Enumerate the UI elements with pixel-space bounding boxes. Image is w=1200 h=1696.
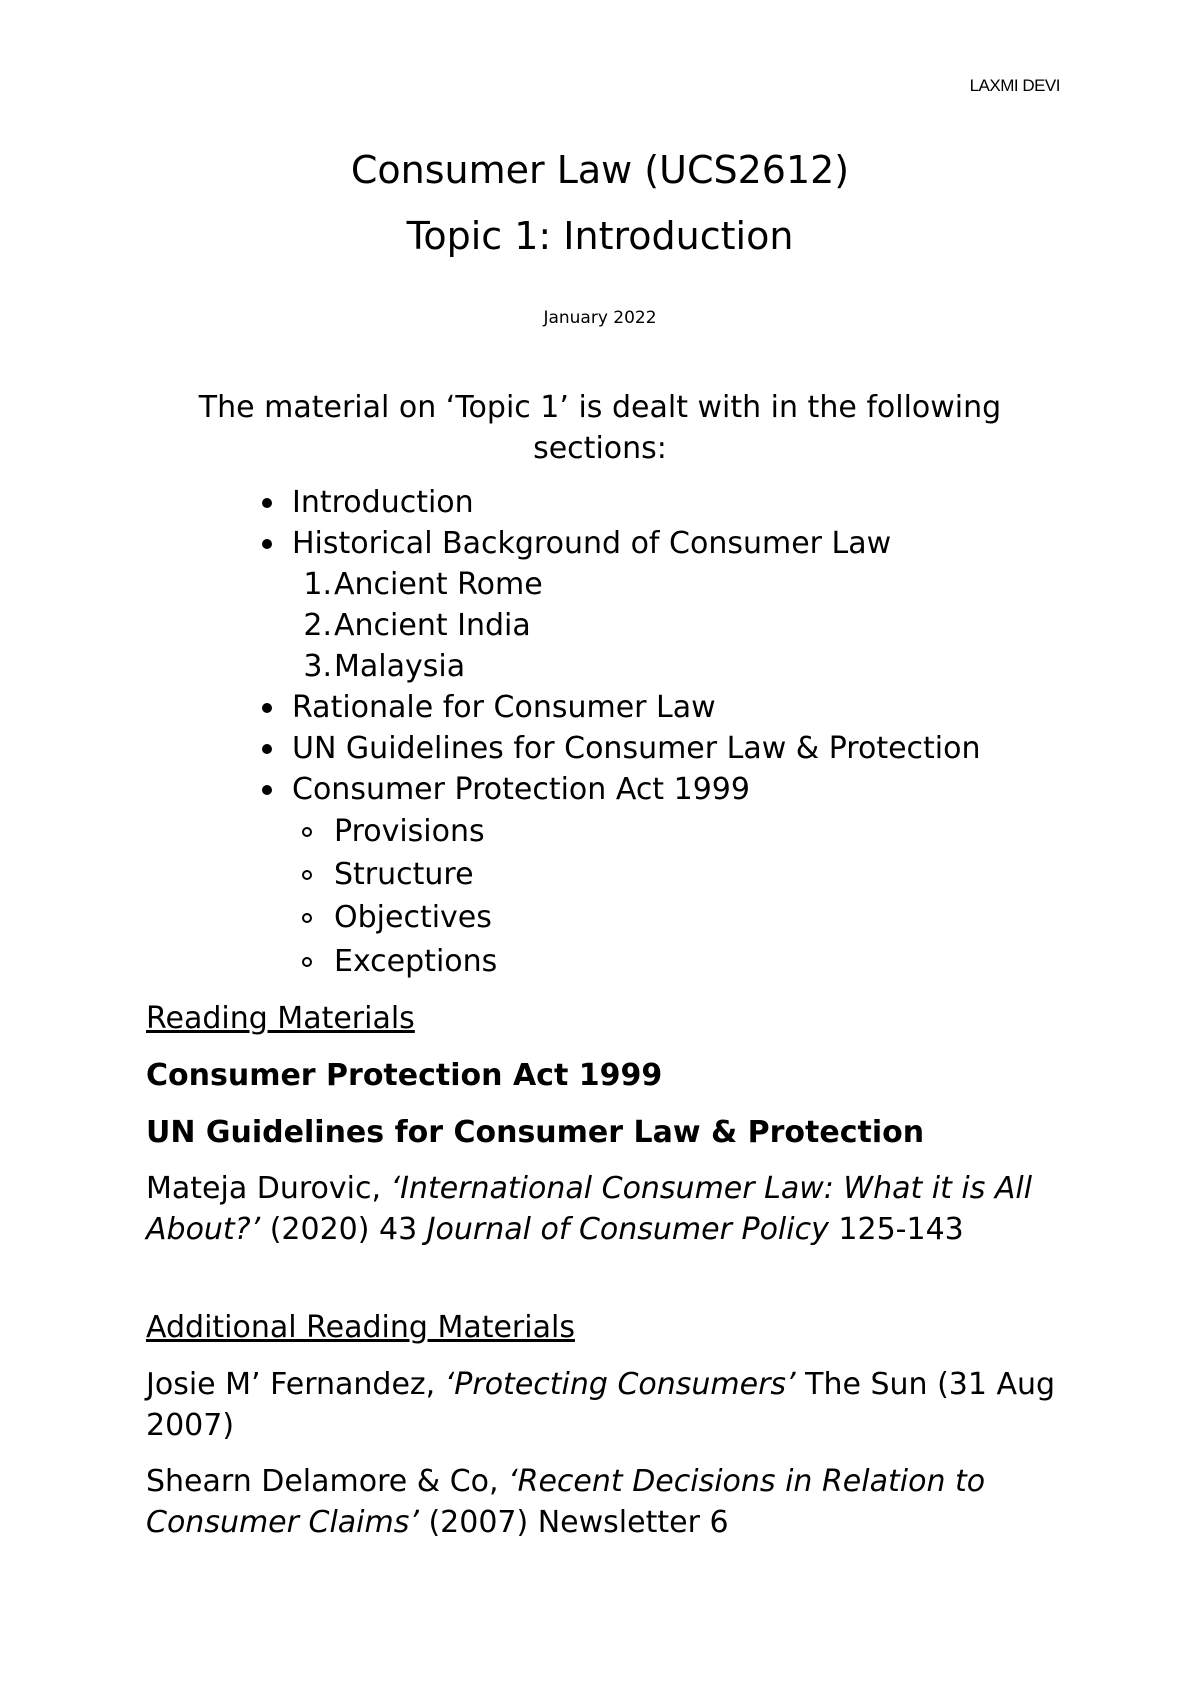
reference-title: ‘Recent Decisions in Relation to Consumer Claims’ bbox=[146, 1464, 986, 1540]
list-item-label: Provisions bbox=[334, 814, 485, 849]
header-author: LAXMI DEVI bbox=[969, 76, 1060, 95]
reading-reference: UN Guidelines for Consumer Law & Protection bbox=[146, 1115, 925, 1150]
list-item-label: Rationale for Consumer Law bbox=[292, 690, 716, 725]
intro-paragraph: The material on ‘Topic 1’ is dealt with in the following sections: bbox=[198, 390, 1002, 466]
list-number: 3. bbox=[303, 649, 332, 684]
bullet-icon bbox=[262, 498, 272, 508]
additional-reading-heading: Additional Reading Materials bbox=[146, 1310, 575, 1345]
list-item-label: Exceptions bbox=[334, 944, 498, 979]
reference-citation: (2020) 43 bbox=[260, 1212, 427, 1247]
list-item-label: Historical Background of Consumer Law bbox=[292, 526, 892, 561]
list-item-label: Ancient Rome bbox=[334, 567, 543, 602]
bullet-icon bbox=[262, 539, 272, 549]
additional-reference bbox=[146, 1461, 1066, 1543]
reference-citation: The Sun (31 Aug 2007) bbox=[146, 1367, 1056, 1443]
reference-citation: (2007) Newsletter 6 bbox=[418, 1505, 729, 1540]
list-item-label: UN Guidelines for Consumer Law & Protection bbox=[292, 731, 981, 766]
bullet-icon bbox=[262, 785, 272, 795]
circle-bullet-icon bbox=[302, 957, 312, 967]
list-number: 2. bbox=[303, 608, 332, 643]
circle-bullet-icon bbox=[302, 870, 312, 880]
document-title: Consumer Law (UCS2612) bbox=[350, 148, 850, 192]
list-number: 1. bbox=[303, 567, 332, 602]
additional-reference bbox=[146, 1364, 1066, 1446]
reference-title: ‘Protecting Consumers’ bbox=[444, 1367, 796, 1402]
reading-materials-heading: Reading Materials bbox=[146, 1001, 415, 1036]
reading-reference bbox=[146, 1168, 1066, 1250]
reference-pages: 125-143 bbox=[828, 1212, 964, 1247]
circle-bullet-icon bbox=[302, 913, 312, 923]
list-item-label: Ancient India bbox=[334, 608, 531, 643]
reading-reference: Consumer Protection Act 1999 bbox=[146, 1058, 663, 1093]
bullet-icon bbox=[262, 703, 272, 713]
reference-author: Shearn Delamore & Co, bbox=[146, 1464, 509, 1499]
list-item-label: Consumer Protection Act 1999 bbox=[292, 772, 750, 807]
reference-author: Mateja Durovic, bbox=[146, 1171, 391, 1206]
reference-author: Josie M’ Fernandez, bbox=[146, 1367, 445, 1402]
bullet-icon bbox=[262, 744, 272, 754]
reference-title: ‘International Consumer Law: What it is All About?’ bbox=[146, 1171, 1033, 1247]
reference-journal: Journal of Consumer Policy bbox=[426, 1212, 829, 1247]
document-date: January 2022 bbox=[543, 308, 657, 328]
list-item-label: Introduction bbox=[292, 485, 474, 520]
list-item-label: Malaysia bbox=[334, 649, 466, 684]
circle-bullet-icon bbox=[302, 827, 312, 837]
document-subtitle: Topic 1: Introduction bbox=[406, 214, 794, 258]
list-item-label: Structure bbox=[334, 857, 474, 892]
list-item-label: Objectives bbox=[334, 900, 492, 935]
